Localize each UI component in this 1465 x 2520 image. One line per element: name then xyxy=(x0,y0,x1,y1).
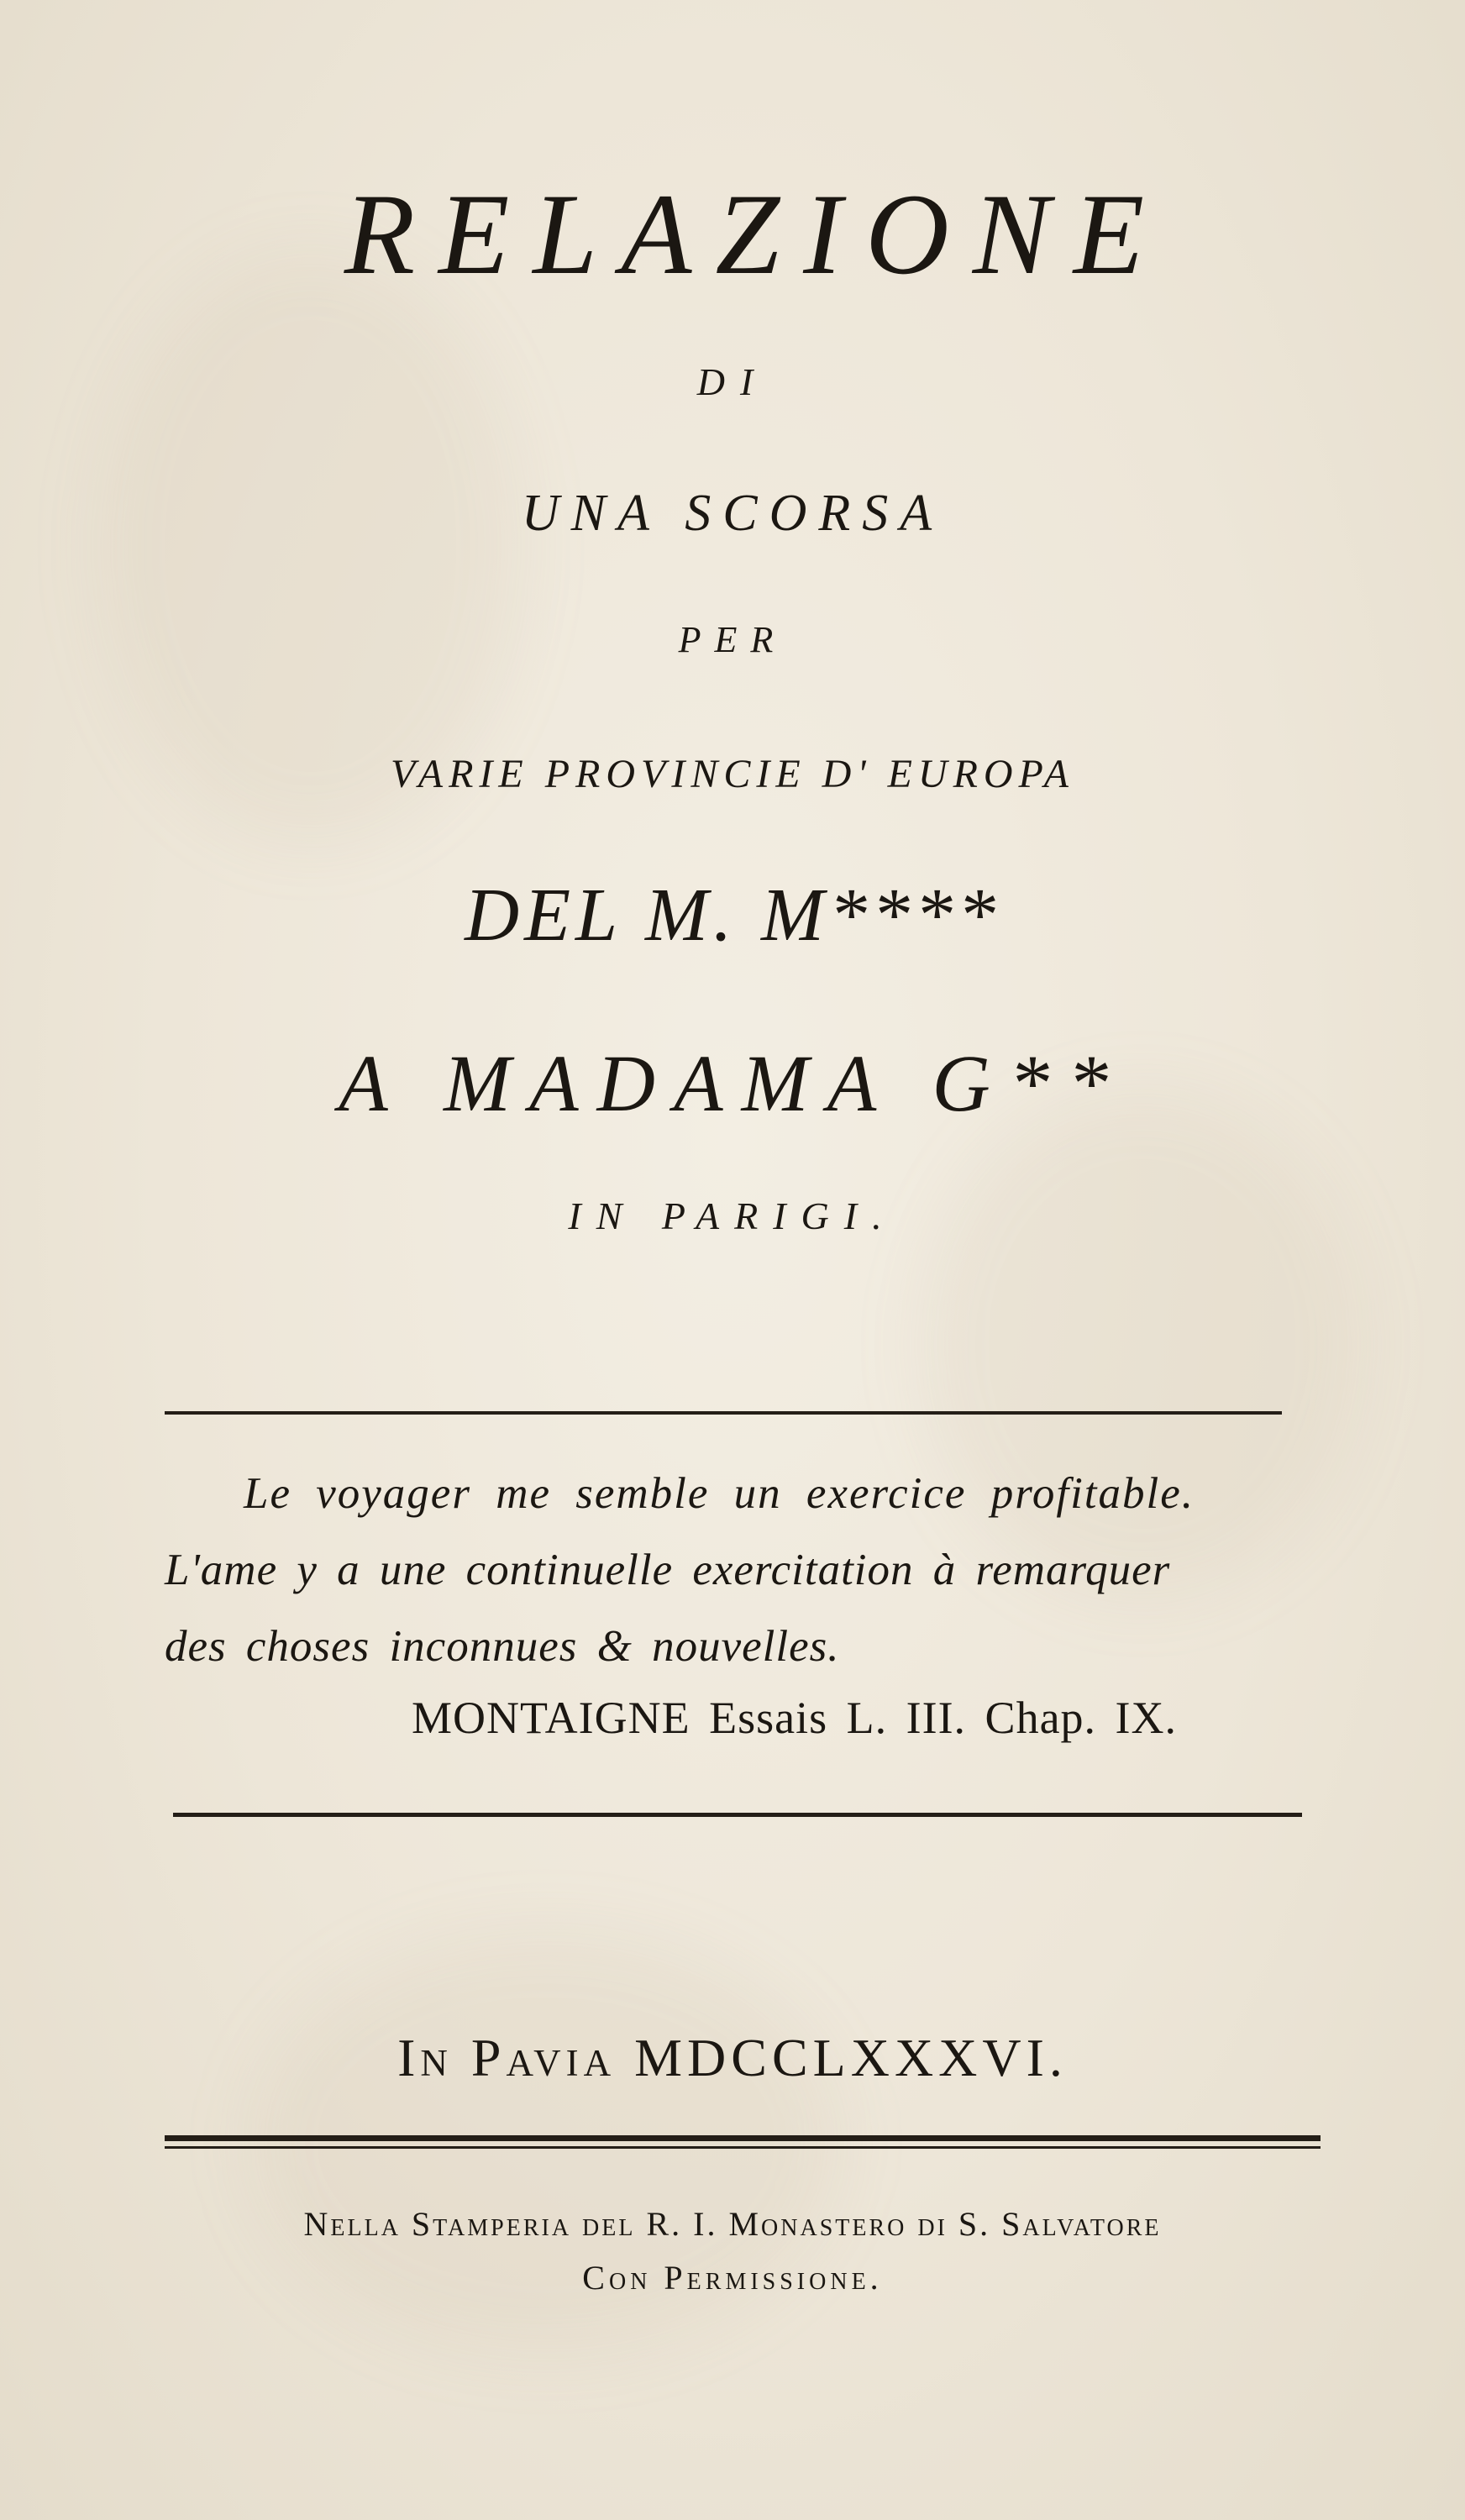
title-line-parigi: IN PARIGI. xyxy=(568,1194,897,1237)
imprint-printer: Nella Stamperia del R. I. Monastero di S. Salvatore xyxy=(303,2205,1162,2243)
title-line-scorsa: UNA SCORSA xyxy=(521,485,944,542)
epigraph-line-2: L'ame y a une continuelle exercitation à remarquer xyxy=(165,1546,1171,1594)
epigraph-line-1: Le voyager me semble un exercice profitable. xyxy=(244,1469,1195,1518)
rule-thick xyxy=(165,2135,1321,2141)
imprint-permission: Con Permissione. xyxy=(582,2259,883,2297)
rule-middle xyxy=(173,1813,1302,1817)
epigraph-line-3: des choses inconnues & nouvelles. xyxy=(165,1622,840,1671)
rule-top xyxy=(165,1411,1282,1415)
book-title: RELAZIONE xyxy=(344,170,1168,298)
dedicatee-line: A MADAMA G** xyxy=(339,1038,1126,1128)
rule-thin xyxy=(165,2146,1321,2149)
paper-stain xyxy=(924,1092,1361,1596)
title-line-per: PER xyxy=(678,619,787,660)
title-line-varie: VARIE PROVINCIE D' EUROPA xyxy=(391,752,1074,796)
epigraph-attribution: MONTAIGNE Essais L. III. Chap. IX. xyxy=(412,1693,1178,1743)
author-line: DEL M. M**** xyxy=(465,874,1000,957)
imprint-place-date: In Pavia MDCCLXXXVI. xyxy=(397,2028,1068,2087)
title-line-di: DI xyxy=(696,360,769,403)
